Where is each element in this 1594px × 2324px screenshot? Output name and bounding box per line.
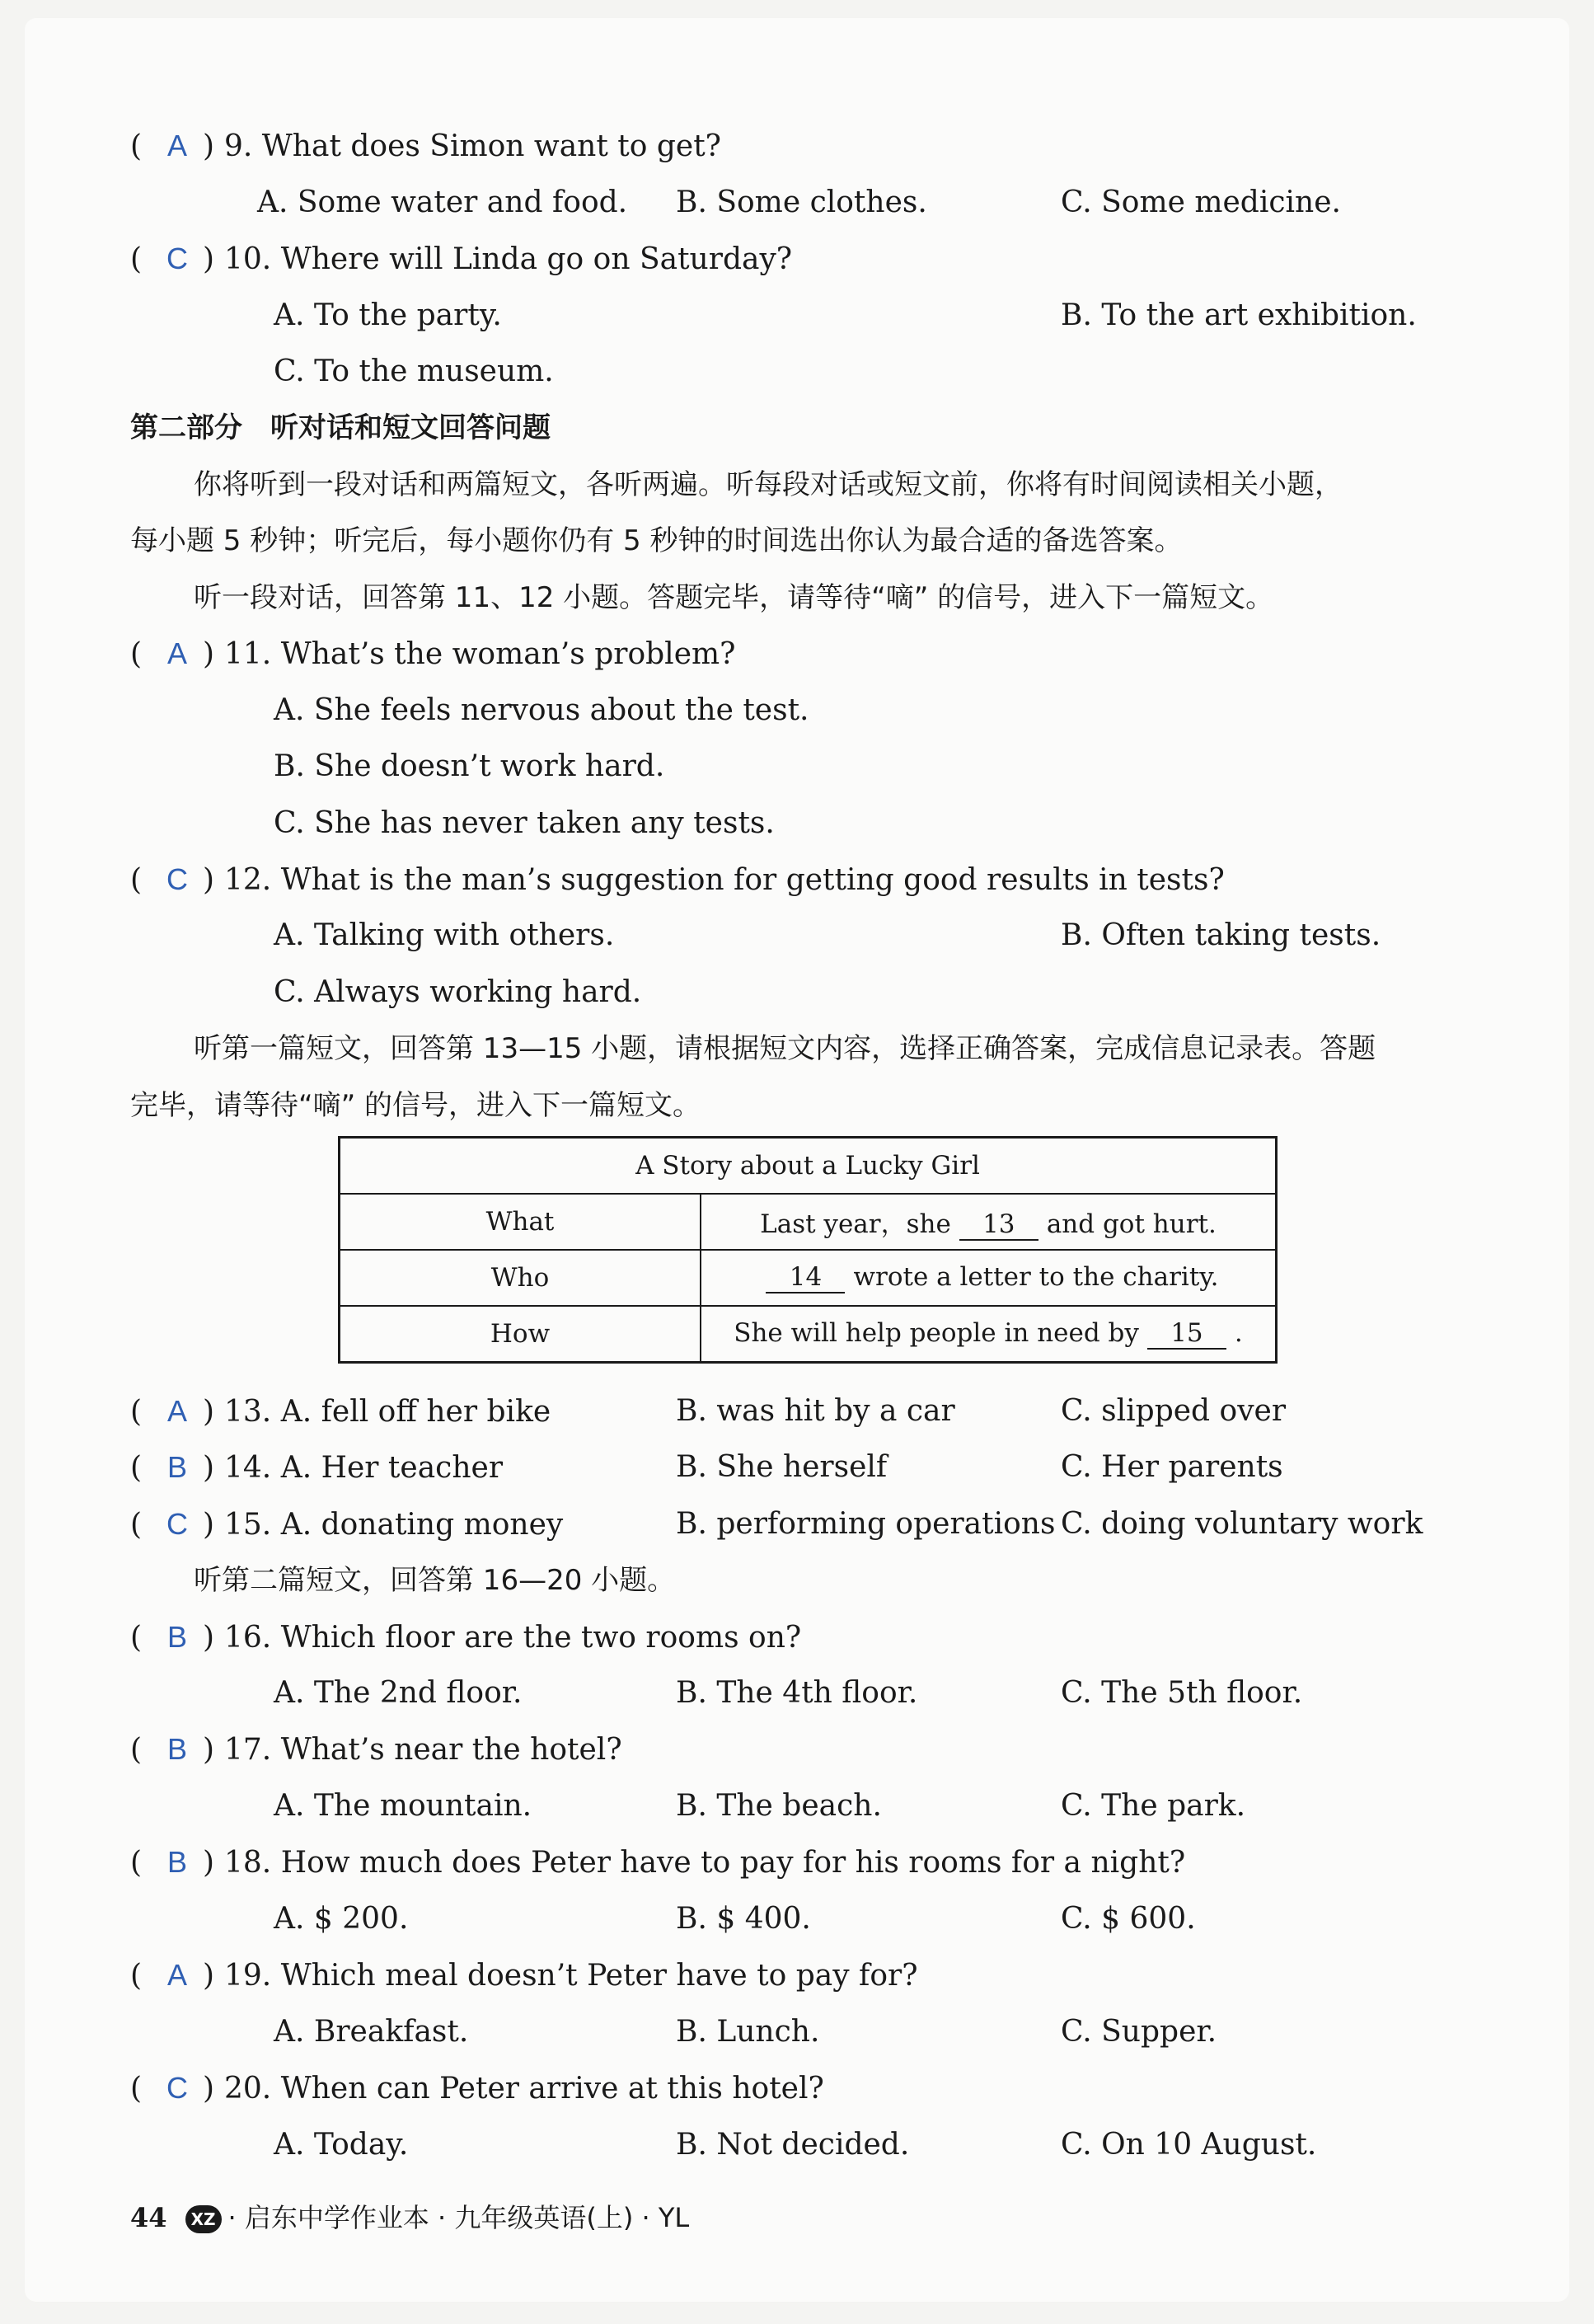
paren-close: )	[203, 1959, 215, 1993]
question-text: 10. Where will Linda go on Saturday?	[224, 242, 793, 276]
paren-close: )	[203, 863, 215, 897]
table-row	[340, 1250, 1277, 1306]
table-row	[340, 1306, 1277, 1363]
page-footer	[130, 2200, 689, 2236]
question-text: 15. A. donating money	[224, 1508, 564, 1542]
question-text: 18. How much does Peter have to pay for his rooms for a night?	[224, 1846, 1186, 1880]
section-intro-line1: 你将听到一段对话和两篇短文，各听两遍。听每段对话或短文前，你将有时间阅读相关小题，	[194, 468, 1343, 501]
answer-14: B	[166, 1450, 187, 1484]
paren-open: (	[130, 129, 143, 163]
text-before: She will help people in need by	[734, 1318, 1139, 1348]
paren-open: (	[130, 1395, 143, 1429]
question-text: 16. Which floor are the two rooms on?	[224, 1621, 802, 1655]
option-20c: C. On 10 August.	[1061, 2128, 1317, 2162]
table-value	[701, 1194, 1277, 1250]
option-12c: C. Always working hard.	[274, 975, 642, 1009]
option-10b: B. To the art exhibition.	[1061, 298, 1417, 332]
option-18a: A. $ 200.	[274, 1902, 409, 1936]
question-18	[130, 1844, 1185, 1881]
paren-open: (	[130, 1508, 143, 1542]
option-12a: A. Talking with others.	[274, 918, 615, 952]
text-after: wrote a letter to the charity.	[853, 1262, 1219, 1292]
question-20	[130, 2070, 824, 2107]
blank-13: 13	[959, 1209, 1038, 1241]
option-11a: A. She feels nervous about the test.	[274, 693, 809, 727]
option-17a: A. The mountain.	[274, 1789, 532, 1823]
paren-close: )	[203, 2072, 215, 2106]
question-text: 20. When can Peter arrive at this hotel?	[224, 2072, 824, 2106]
answer-12: C	[166, 862, 188, 896]
section-heading: 第二部分 听对话和短文回答问题	[130, 411, 551, 444]
option-9b: B. Some clothes.	[676, 185, 927, 219]
answer-13: A	[166, 1394, 187, 1428]
section-intro-line2: 每小题 5 秒钟；听完后，每小题你仍有 5 秒钟的时间选出你认为最合适的备选答案。	[130, 524, 1183, 557]
answer-17: B	[166, 1732, 187, 1766]
option-10c: C. To the museum.	[274, 354, 554, 388]
question-13	[130, 1393, 551, 1430]
question-14	[130, 1449, 503, 1486]
option-11c: C. She has never taken any tests.	[274, 806, 775, 840]
table-key: What	[340, 1194, 701, 1250]
paren-open: (	[130, 863, 143, 897]
info-record-table	[338, 1136, 1278, 1364]
question-12	[130, 862, 1225, 899]
question-text: 12. What is the man’s suggestion for getting good results in tests?	[224, 863, 1225, 897]
paren-open: (	[130, 637, 143, 671]
question-9	[130, 128, 721, 165]
option-19b: B. Lunch.	[676, 2015, 820, 2049]
paren-close: )	[203, 242, 215, 276]
passage2-instruction: 听第二篇短文，回答第 16—20 小题。	[194, 1564, 676, 1597]
table-key: Who	[340, 1250, 701, 1306]
publisher-logo-icon: XZ	[185, 2205, 222, 2233]
paren-close: )	[203, 129, 215, 163]
question-19	[130, 1957, 918, 1994]
book-title: · 启东中学作业本 · 九年级英语(上) · YL	[227, 2202, 690, 2233]
paren-open: (	[130, 1451, 143, 1485]
question-text: 9. What does Simon want to get?	[224, 129, 721, 163]
option-20a: A. Today.	[274, 2128, 409, 2162]
answer-18: B	[166, 1845, 187, 1879]
passage1-instruction-line2: 完毕，请等待“嘀” 的信号，进入下一篇短文。	[130, 1089, 701, 1122]
text-after: .	[1234, 1318, 1243, 1348]
question-11	[130, 636, 735, 673]
option-15b: B. performing operations	[676, 1507, 1056, 1541]
answer-16: B	[166, 1620, 187, 1654]
option-9c: C. Some medicine.	[1061, 185, 1341, 219]
question-text: 14. A. Her teacher	[224, 1451, 504, 1485]
option-14b: B. She herself	[676, 1450, 888, 1484]
paren-open: (	[130, 1846, 143, 1880]
option-15c: C. doing voluntary work	[1061, 1507, 1423, 1541]
question-10	[130, 241, 792, 278]
question-text: 17. What’s near the hotel?	[224, 1733, 622, 1767]
option-12b: B. Often taking tests.	[1061, 918, 1381, 952]
option-16a: A. The 2nd floor.	[274, 1676, 523, 1710]
question-17	[130, 1731, 622, 1768]
page-number: 44	[130, 2202, 167, 2233]
option-18c: C. $ 600.	[1061, 1902, 1196, 1936]
option-16b: B. The 4th floor.	[676, 1676, 918, 1710]
text-before: Last year，she	[760, 1209, 951, 1239]
option-11b: B. She doesn’t work hard.	[274, 749, 665, 783]
paren-close: )	[203, 1733, 215, 1767]
option-20b: B. Not decided.	[676, 2128, 910, 2162]
paren-open: (	[130, 242, 143, 276]
paren-close: )	[203, 1508, 215, 1542]
option-13c: C. slipped over	[1061, 1394, 1287, 1428]
option-19c: C. Supper.	[1061, 2015, 1217, 2049]
table-value	[701, 1250, 1277, 1306]
answer-19: A	[166, 1958, 187, 1992]
answer-11: A	[166, 636, 187, 670]
paren-open: (	[130, 1959, 143, 1993]
answer-15: C	[166, 1507, 188, 1541]
paren-open: (	[130, 1621, 143, 1655]
question-text: 13. A. fell off her bike	[224, 1395, 551, 1429]
paren-close: )	[203, 1395, 215, 1429]
passage1-instruction-line1: 听第一篇短文，回答第 13—15 小题，请根据短文内容，选择正确答案，完成信息记录表。答题	[194, 1032, 1376, 1065]
paren-close: )	[203, 1451, 215, 1485]
dialog-instruction: 听一段对话，回答第 11、12 小题。答题完毕，请等待“嘀” 的信号，进入下一篇短文。	[194, 581, 1274, 614]
blank-15: 15	[1147, 1318, 1226, 1350]
option-14c: C. Her parents	[1061, 1450, 1283, 1484]
table-value	[701, 1306, 1277, 1363]
question-text: 19. Which meal doesn’t Peter have to pay for?	[224, 1959, 918, 1993]
text-after: and got hurt.	[1046, 1209, 1217, 1239]
paren-close: )	[203, 1846, 215, 1880]
question-16	[130, 1619, 801, 1656]
paren-close: )	[203, 1621, 215, 1655]
option-16c: C. The 5th floor.	[1061, 1676, 1303, 1710]
option-9a: A. Some water and food.	[257, 185, 628, 219]
paren-open: (	[130, 2072, 143, 2106]
paren-open: (	[130, 1733, 143, 1767]
answer-10: C	[166, 242, 188, 275]
table-key: How	[340, 1306, 701, 1363]
answer-20: C	[166, 2071, 188, 2105]
answer-9: A	[166, 129, 187, 162]
option-18b: B. $ 400.	[676, 1902, 811, 1936]
option-13b: B. was hit by a car	[676, 1394, 955, 1428]
question-15	[130, 1506, 563, 1543]
option-19a: A. Breakfast.	[274, 2015, 469, 2049]
question-text: 11. What’s the woman’s problem?	[224, 637, 736, 671]
option-10a: A. To the party.	[274, 298, 502, 332]
paren-close: )	[203, 637, 215, 671]
table-row	[340, 1194, 1277, 1250]
option-17c: C. The park.	[1061, 1789, 1246, 1823]
option-17b: B. The beach.	[676, 1789, 882, 1823]
blank-14: 14	[766, 1262, 845, 1293]
table-title: A Story about a Lucky Girl	[340, 1138, 1277, 1195]
